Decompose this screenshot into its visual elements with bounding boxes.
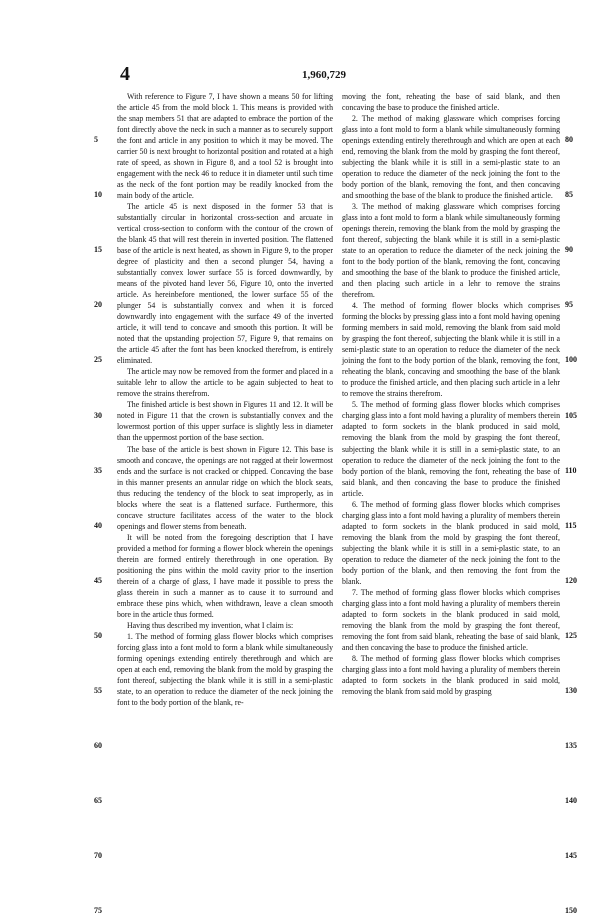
line-number: 90 — [565, 245, 573, 255]
line-number: 35 — [94, 465, 102, 475]
line-number: 65 — [94, 796, 102, 806]
line-number: 100 — [565, 355, 577, 365]
right-text-column — [342, 91, 560, 697]
paragraph: Having thus described my invention, what I claim is: — [127, 620, 294, 630]
paragraph: 8. The method of forming glass flower blocks which comprises charging glass into a font mold having a plurality of members therein adapted to form sockets in the blank produced in said mold, removing the blank from said mold by grasping — [342, 653, 560, 696]
page-number: 4 — [120, 63, 130, 85]
line-number: 105 — [565, 410, 577, 420]
paragraph: The base of the article is best shown in Figure 12. This base is smooth and concave, the openings are not ragged at their lowermost ends and the surface is not cracked or chipped. Concaving the base in this manner presents an annular ridge on which the block seats, thus reducing the tendency of the block to seat improperly, as in blocks where the seat is a flattened surface. Furthermore, this concave structure facilitates access of the water to the block openings and flower stems from beneath. — [117, 444, 333, 531]
line-number: 25 — [94, 355, 102, 365]
paragraph: 1. The method of forming glass flower blocks which comprises forcing glass into a font mold to form a blank while simultaneously forming openings extending entirely therethrough and which are open at each end, removing the blank from the mold by grasping the font thereof, subjecting the blank while it is still in a semi-plastic state, to an operation to reduce the diameter of the neck joining the font to the body portion of the blank, re- — [117, 631, 333, 707]
patent-number: 1,960,729 — [302, 69, 346, 81]
line-number: 10 — [94, 190, 102, 200]
line-number: 80 — [565, 135, 573, 145]
paragraph: It will be noted from the foregoing description that I have provided a method for forming a flower block wherein the openings therein are formed entirely therethrough in one operation. By positioning the pins within the mold cavity prior to the insertion therein of a charge of glass, I have made it possible to press the glass therein in such a manner as to cause it to surround and embrace these pins which, when withdrawn, leave a clean smooth bore in the article thus formed. — [117, 532, 333, 619]
line-number: 45 — [94, 575, 102, 585]
line-number: 15 — [94, 245, 102, 255]
line-number: 110 — [565, 465, 577, 475]
line-number: 75 — [94, 906, 102, 915]
line-number: 50 — [94, 630, 102, 640]
line-number: 140 — [565, 796, 577, 806]
line-number: 120 — [565, 575, 577, 585]
paragraph: 6. The method of forming glass flower blocks which comprises charging glass into a font mold having a plurality of members therein adapted to form sockets in the blank produced in said mold, removing the blank from the mold by grasping the font thereof, subjecting the blank while it is still in a semi-plastic state, to an operation to reduce the diameter of the neck joining the font to the body portion of the blank, and then removing the font from the blank. — [342, 499, 560, 586]
line-number: 130 — [565, 686, 577, 696]
line-number: 85 — [565, 190, 573, 200]
line-number: 5 — [94, 135, 98, 145]
paragraph: 4. The method of forming flower blocks which comprises forming the blocks by pressing glass into a font mold having opening forming members in said mold, removing the blank from said mold by grasping the font thereof, subjecting the blank while it is still in a semi-plastic state to an operation to reduce the diameter of the neck joining the font to the body portion of the blank, removing the font, reheating the blank, concaving and smoothing the base of the blank to produce the finished article, and then placing such article in a lehr to remove the strains therefrom. — [342, 301, 560, 399]
line-number: 20 — [94, 300, 102, 310]
line-number: 115 — [565, 520, 577, 530]
paragraph: The article may now be removed from the former and placed in a suitable lehr to allow the article to be again subjected to heat to remove the strains therefrom. — [117, 367, 333, 399]
paragraph: The finished article is best shown in Figures 11 and 12. It will be noted in Figure 11 that the crown is substantially convex and the lowermost portion of this upper surface is slightly less in diameter than the uppermost portion of the base section. — [117, 400, 333, 443]
paragraph: 5. The method of forming glass flower blocks which comprises charging glass into a font mold having a plurality of members therein adapted to form sockets in the blank produced in said mold, removing the blank from the mold by grasping the font thereof, subjecting the blank while it is still in a semi-plastic state, to an operation to reduce the diameter of the neck joining the font to the body portion of the blank, removing the font, reheating the base of said blank, and then concaving the base to produce the finished article. — [342, 400, 560, 498]
paragraph: moving the font, reheating the base of said blank, and then concaving the base to produce the finished article. — [342, 92, 560, 113]
line-number: 55 — [94, 686, 102, 696]
paragraph: 2. The method of making glassware which comprises forcing glass into a font mold to form a blank while simultaneously forming openings extending entirely therethrough and which are open at each end, removing the blank from the mold by grasping the font thereof, subjecting the blank while it is still in a semi-plastic state to an operation to reduce the diameter of the neck joining the font to the body portion of the blank, removing the font, and then concaving and smoothing the base of the blank to produce the finished article. — [342, 114, 560, 201]
line-number: 30 — [94, 410, 102, 420]
line-number: 150 — [565, 906, 577, 915]
paragraph: 7. The method of forming glass flower blocks which comprises charging glass into a font mold having a plurality of members therein adapted to form sockets in the blank produced in said mold, removing the blank from the mold by grasping the font thereof, removing the font from said blank, reheating the base of said blank, and then concaving the base to produce the finished article. — [342, 587, 560, 652]
line-number: 135 — [565, 741, 577, 751]
paragraph: 3. The method of making glassware which comprises forcing glass into a font mold to form a blank while simultaneously forming openings therein, removing the blank from the mold by grasping the font thereof, subjecting the blank while it is still in a semi-plastic state to an operation to reduce the diameter of the neck joining the font to the body portion of the blank, removing the font, concaving and smoothing the base of the blank to produce the finished article, and then placing such article in a lehr to remove the strains therefrom. — [342, 202, 560, 300]
line-number: 70 — [94, 851, 102, 861]
line-number: 40 — [94, 520, 102, 530]
line-number: 95 — [565, 300, 573, 310]
line-number: 60 — [94, 741, 102, 751]
left-text-column — [117, 91, 333, 708]
paragraph: The article 45 is next disposed in the former 53 that is substantially circular in horizontal cross-section and arcuate in vertical cross-section to conform with the contour of the crown of the blank 45 that will rest therein in inverted position. The flattened base of the article is next heated, as shown in Figure 9, to the proper degree of plasticity and then a second plunger 54, having a substantially convex lower surface 55 is forced downwardly, by means of the pivoted hand lever 56, Figure 10, onto the inverted article. As hereinbefore mentioned, the lower surface 55 of the plunger 54 is substantially convex and when it is forced downwardly into engagement with the surface 49 of the inverted article, it will tend to concave and smooth this portion. It will be noted that the upstanding projection 57, Figure 9, that remains on the article 45 after the font has been knocked therefrom, is entirely eliminated. — [117, 202, 333, 366]
line-number: 145 — [565, 851, 577, 861]
line-number: 125 — [565, 630, 577, 640]
paragraph: With reference to Figure 7, I have shown a means 50 for lifting the article 45 from the mold block 1. This means is provided with the snap members 51 that are adapted to embrace the portion of the font directly above the neck in such a manner as to securely support the font and article in any position to which it may be moved. The carrier 50 is next brought to horizontal position and rotated at a high rate of speed, as shown in Figure 8, and a tool 52 is brought into engagement with the neck 46 to reduce it in diameter until such time as the neck of the font portion may be readily knocked from the main body of the article. — [117, 92, 333, 201]
